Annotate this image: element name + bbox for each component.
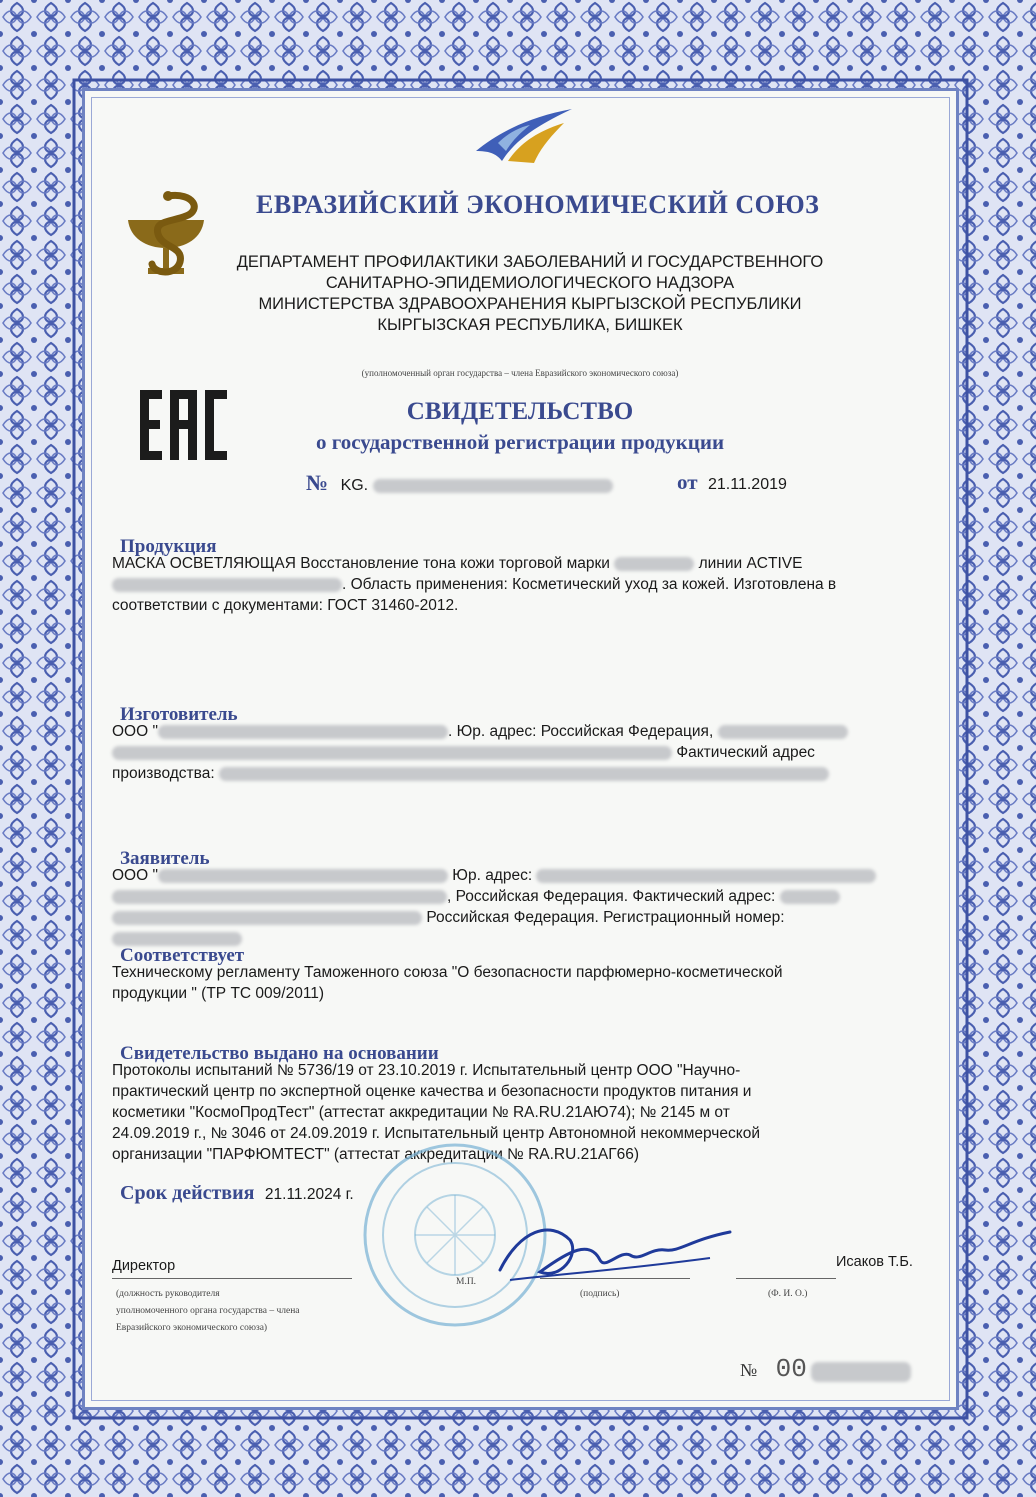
manufacturer-line: производства: bbox=[112, 765, 215, 782]
redacted-number bbox=[373, 479, 613, 493]
position-note-line: Евразийского экономического союза) bbox=[116, 1323, 268, 1333]
product-line: . Область применения: Косметический уход за кожей. Изготовлена в bbox=[342, 576, 837, 593]
fio-label: (Ф. И. О.) bbox=[768, 1289, 808, 1299]
validity-date: 21.11.2024 г. bbox=[264, 1186, 354, 1203]
director-label: Директор bbox=[112, 1258, 176, 1274]
position-note-line: (должность руководителя bbox=[116, 1289, 220, 1299]
redacted-line-name bbox=[112, 578, 342, 592]
manufacturer-line: . Юр. адрес: Российская Федерация, bbox=[447, 723, 714, 740]
basis-line: 24.09.2019 г., № 3046 от 24.09.2019 г. Испытательный центр Автономной некоммерческой bbox=[112, 1125, 760, 1142]
department-line: КЫРГЫЗСКАЯ РЕСПУБЛИКА, БИШКЕК bbox=[377, 316, 683, 334]
redacted-address bbox=[112, 746, 672, 760]
redacted-reg-number bbox=[112, 932, 242, 946]
director-name: Исаков Т.Б. bbox=[836, 1254, 913, 1270]
conforms-line: Техническому регламенту Таможенного союза "О безопасности парфюмерно-косметической bbox=[112, 964, 783, 981]
applicant-line: , Российская Федерация. Фактический адрес: bbox=[447, 888, 776, 905]
eac-mark bbox=[136, 386, 231, 464]
signature-line bbox=[540, 1278, 690, 1279]
redacted-company bbox=[158, 725, 448, 739]
union-name: ЕВРАЗИЙСКИЙ ЭКОНОМИЧЕСКИЙ СОЮЗ bbox=[256, 190, 820, 219]
serial-number bbox=[740, 1354, 911, 1384]
validity-row bbox=[120, 1182, 354, 1205]
applicant-line: Юр. адрес: bbox=[452, 867, 533, 884]
product-line: МАСКА ОСВЕТЛЯЮЩАЯ Восстановление тона кожи торговой марки bbox=[112, 555, 610, 572]
product-line: линии ACTIVE bbox=[698, 555, 803, 572]
manufacturer-line: Фактический адрес bbox=[676, 744, 815, 761]
applicant-heading: Заявитель bbox=[120, 848, 210, 869]
date-word: от bbox=[677, 470, 698, 494]
basis-line: организации "ПАРФЮМТЕСТ" (аттестат аккредитации № RA.RU.21АГ66) bbox=[112, 1146, 639, 1163]
redacted-address bbox=[718, 725, 848, 739]
applicant-line: Российская Федерация. Регистрационный номер: bbox=[426, 909, 785, 926]
certificate-title: СВИДЕТЕЛЬСТВО bbox=[406, 398, 634, 425]
number-symbol: № bbox=[306, 470, 329, 495]
redacted-company bbox=[158, 869, 448, 883]
product-heading: Продукция bbox=[120, 536, 217, 557]
redacted-address bbox=[112, 890, 447, 904]
manufacturer-heading: Изготовитель bbox=[120, 704, 238, 725]
basis-line: косметики "КосмоПродТест" (аттестат аккредитации № RA.RU.21АЮ74); № 2145 м от bbox=[112, 1104, 730, 1121]
manufacturer-line: ООО " bbox=[112, 723, 158, 740]
redacted-address bbox=[536, 869, 876, 883]
certificate-date bbox=[677, 470, 787, 495]
serial-prefix: 00 bbox=[775, 1354, 807, 1384]
redacted-address bbox=[112, 911, 422, 925]
department-line: САНИТАРНО-ЭПИДЕМИОЛОГИЧЕСКОГО НАДЗОРА bbox=[325, 274, 735, 292]
department-block bbox=[150, 252, 910, 336]
authority-note: (уполномоченный орган государства – члена Евразийского экономического союза) bbox=[361, 368, 679, 378]
stamp-label: М.П. bbox=[456, 1277, 477, 1287]
fio-line bbox=[736, 1278, 836, 1279]
eaeu-emblem-icon bbox=[468, 103, 578, 165]
certificate-subtitle: о государственной регистрации продукции bbox=[315, 430, 725, 454]
date-value: 21.11.2019 bbox=[708, 476, 787, 493]
redacted-serial bbox=[811, 1362, 911, 1382]
signature-label: (подпись) bbox=[580, 1289, 620, 1299]
basis-line: Протоколы испытаний № 5736/19 от 23.10.2019 г. Испытательный центр ООО "Научно- bbox=[112, 1062, 741, 1079]
position-note bbox=[116, 1286, 396, 1337]
redacted-brand bbox=[614, 557, 694, 571]
validity-heading: Срок действия bbox=[120, 1182, 255, 1204]
conforms-line: продукции " (ТР ТС 009/2011) bbox=[112, 985, 325, 1002]
conforms-text bbox=[112, 962, 952, 1004]
applicant-text bbox=[112, 865, 942, 949]
eac-logo-icon bbox=[136, 386, 231, 464]
redacted-address bbox=[780, 890, 840, 904]
position-line bbox=[112, 1278, 352, 1279]
certificate-number bbox=[306, 470, 613, 496]
serial-symbol: № bbox=[740, 1360, 758, 1380]
department-line: МИНИСТЕРСТВА ЗДРАВООХРАНЕНИЯ КЫРГЫЗСКОЙ РЕСПУБЛИКИ bbox=[258, 295, 802, 313]
product-line: соответствии с документами: ГОСТ 31460-2012. bbox=[112, 597, 459, 614]
basis-heading: Свидетельство выдано на основании bbox=[120, 1043, 439, 1064]
manufacturer-text bbox=[112, 721, 942, 784]
basis-line: практический центр по экспертной оценке качества и безопасности продуктов питания и bbox=[112, 1083, 752, 1100]
number-prefix: KG. bbox=[340, 477, 369, 494]
conforms-heading: Соответствует bbox=[120, 945, 245, 966]
applicant-line: ООО " bbox=[112, 867, 158, 884]
department-line: ДЕПАРТАМЕНТ ПРОФИЛАКТИКИ ЗАБОЛЕВАНИЙ И ГОСУДАРСТВЕННОГО bbox=[236, 253, 824, 271]
position-note-line: уполномоченного органа государства – члена bbox=[116, 1306, 300, 1316]
product-text bbox=[112, 553, 942, 616]
redacted-address bbox=[219, 767, 829, 781]
